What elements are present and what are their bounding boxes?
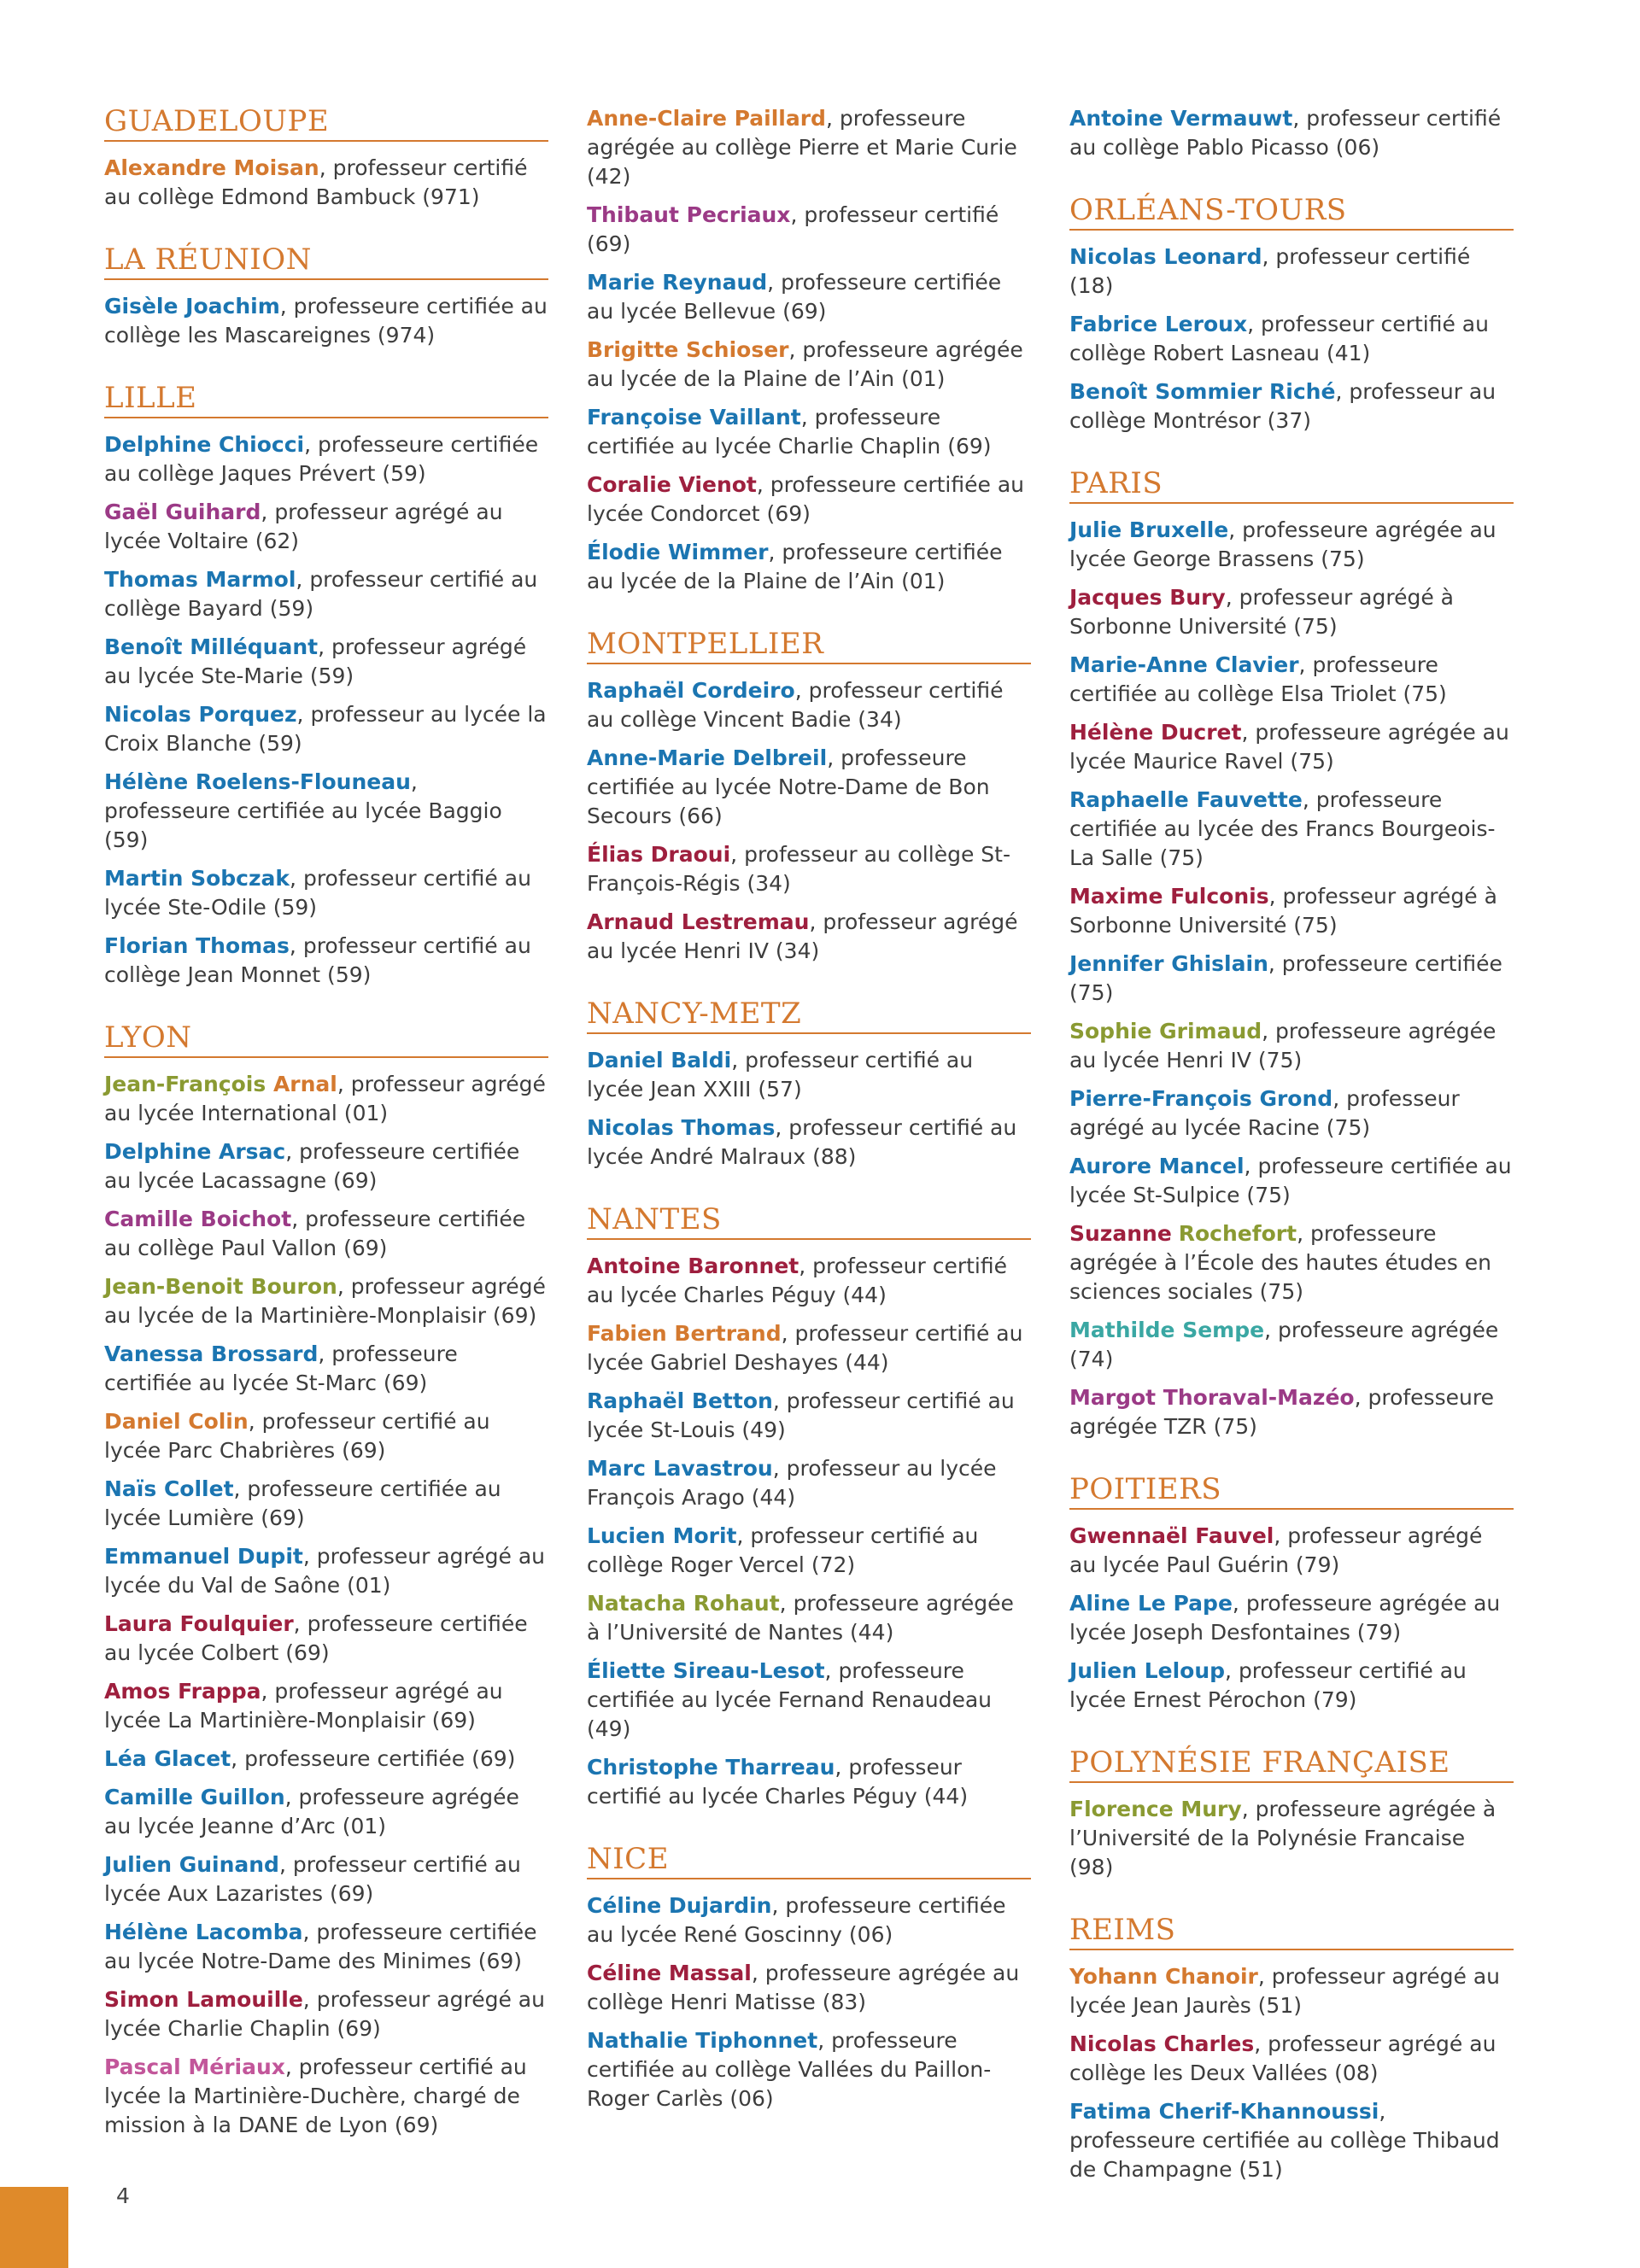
contributor-role: professeur agrégé au lycée Henri IV (34) xyxy=(587,909,1018,963)
region-section xyxy=(104,1020,548,2140)
contributor-entry: Simon Lamouille, professeur agrégé au lycée Charlie Chaplin (69) xyxy=(104,1987,545,2041)
contributor-role: professeur au lycée la Croix Blanche (59) xyxy=(104,702,547,756)
contributor-name: Julie Bruxelle xyxy=(1069,517,1229,542)
contributor-name: Léa Glacet xyxy=(104,1746,231,1771)
contributor-role: professeure agrégée au lycée Maurice Ravel (75) xyxy=(1069,720,1509,774)
region-section xyxy=(104,104,548,212)
region-section xyxy=(587,1842,1031,2113)
contributor-role: professeure agrégée à l’École des hautes études en sciences sociales (75) xyxy=(1069,1221,1492,1304)
contributor-name: Natacha Rohaut xyxy=(587,1591,780,1616)
contributor-entry: Thomas Marmol, professeur certifié au collège Bayard (59) xyxy=(104,567,538,621)
contributor-name: Pascal Mériaux xyxy=(104,2055,285,2079)
contributor-role: professeur certifié au collège Vincent Badie (34) xyxy=(587,678,1004,732)
contributor-name: Nicolas Leonard xyxy=(1069,244,1262,269)
contributor-role: professeur certifié au lycée Aux Lazaristes (69) xyxy=(104,1852,521,1906)
contributor-name: Thomas Marmol xyxy=(104,567,296,592)
contributor-role: professeur certifié au collège Edmond Bambuck (971) xyxy=(104,155,528,209)
region-section xyxy=(1069,466,1514,1441)
contributor-entry: Delphine Arsac, professeure certifiée au lycée Lacassagne (69) xyxy=(104,1139,520,1193)
contributor-role: professeure certifiée au lycée Lumière (69) xyxy=(104,1476,501,1530)
contributor-entry: Hélène Ducret, professeure agrégée au lycée Maurice Ravel (75) xyxy=(1069,720,1509,774)
contributor-name: Florian Thomas xyxy=(104,933,290,958)
region-section xyxy=(1069,193,1514,435)
contributor-entry: Raphaelle Fauvette, professeure certifiée au lycée des Francs Bourgeois-La Salle (75) xyxy=(1069,787,1496,870)
region-section xyxy=(1069,1745,1514,1882)
contributor-name: Brigitte Schioser xyxy=(587,337,789,362)
contributor-name: Florence Mury xyxy=(1069,1797,1242,1821)
contributor-role: professeur certifié au lycée la Martinière-Duchère, chargé de mission à la DANE de Lyon (69) xyxy=(104,2055,527,2137)
contributor-role: professeure agrégée TZR (75) xyxy=(1069,1385,1494,1439)
contributor-name: Raphaelle Fauvette xyxy=(1069,787,1303,812)
contributor-entry: Éliette Sireau-Lesot, professeure certifiée au lycée Fernand Renaudeau (49) xyxy=(587,1658,993,1741)
contributor-entry: Céline Massal, professeure agrégée au collège Henri Matisse (83) xyxy=(587,1961,1020,2014)
contributor-entry: Benoît Sommier Riché, professeur au collège Montrésor (37) xyxy=(1069,379,1496,433)
contributor-name: Daniel Baldi xyxy=(587,1048,732,1073)
contributor-role: professeur agrégé au lycée Paul Guérin (79) xyxy=(1069,1523,1483,1577)
region-section xyxy=(587,1202,1031,1811)
contributor-entry: Antoine Vermauwt, professeur certifié au collège Pablo Picasso (06) xyxy=(1069,106,1502,160)
contributor-name: Jean-François xyxy=(104,1072,273,1096)
contributor-name: Marie-Anne Clavier xyxy=(1069,652,1299,677)
contributor-role: professeure certifiée au lycée Condorcet (69) xyxy=(587,472,1024,526)
contributor-name: Daniel Colin xyxy=(104,1409,249,1434)
contributor-name: Hélène Ducret xyxy=(1069,720,1242,745)
contributor-role: professeur certifié au lycée Jean XXIII (57) xyxy=(587,1048,974,1102)
contributor-name: Christophe Tharreau xyxy=(587,1755,835,1780)
contributor-entry: Élias Draoui, professeur au collège St-François-Régis (34) xyxy=(587,842,1010,896)
contributor-name: Delphine Chiocci xyxy=(104,432,305,457)
contributor-entry: Maxime Fulconis, professeur agrégé à Sorbonne Université (75) xyxy=(1069,884,1497,938)
contributor-entry: Nicolas Leonard, professeur certifié (18) xyxy=(1069,244,1471,298)
region-title: NANTES xyxy=(587,1202,1031,1240)
contributor-name: Anne-Marie Delbreil xyxy=(587,745,828,770)
contributor-role: professeur certifié (18) xyxy=(1069,244,1471,298)
contributor-role: professeur agrégé au lycée La Martinière-Monplaisir (69) xyxy=(104,1679,503,1733)
contributor-entry: Nicolas Charles, professeur agrégé au collège les Deux Vallées (08) xyxy=(1069,2031,1496,2085)
contributor-role: professeur certifié au lycée Charles Péguy (44) xyxy=(587,1254,1007,1307)
contributor-role: professeure certifiée au lycée Baggio (59) xyxy=(104,798,502,852)
contributor-entry: Pascal Mériaux, professeur certifié au lycée la Martinière-Duchère, chargé de mission à la DANE de Lyon (69) xyxy=(104,2055,527,2137)
contributor-entry: Julien Guinand, professeur certifié au lycée Aux Lazaristes (69) xyxy=(104,1852,521,1906)
contributor-role: professeur certifié au collège Jean Monnet (59) xyxy=(104,933,531,987)
contributor-entry: Jean-Benoit Bouron, professeur agrégé au lycée de la Martinière-Monplaisir (69) xyxy=(104,1274,546,1328)
contributor-name: Camille Boichot xyxy=(104,1207,292,1231)
region-section xyxy=(104,243,548,350)
contributor-role: professeure agrégée à l’Université de Nantes (44) xyxy=(587,1591,1014,1645)
contributor-name: Pierre-François Grond xyxy=(1069,1086,1333,1111)
contributor-role: professeur agrégé au lycée de la Martinière-Monplaisir (69) xyxy=(104,1274,546,1328)
contributor-role: professeur certifié (69) xyxy=(587,202,999,256)
region-title: GUADELOUPE xyxy=(104,104,548,142)
contributor-role: professeure certifiée au lycée St-Marc (69) xyxy=(104,1342,458,1395)
contributor-role: professeure certifiée (69) xyxy=(244,1746,516,1771)
page-number: 4 xyxy=(116,2183,130,2208)
contributor-entry: Delphine Chiocci, professeure certifiée au collège Jaques Prévert (59) xyxy=(104,432,539,486)
contributor-name: Aline Le Pape xyxy=(1069,1591,1233,1616)
contributor-role: professeure certifiée au lycée des Francs Bourgeois-La Salle (75) xyxy=(1069,787,1496,870)
contributor-entry: Daniel Baldi, professeur certifié au lycée Jean XXIII (57) xyxy=(587,1048,974,1102)
contributor-name-part: Rochefort xyxy=(1178,1221,1297,1246)
contributor-name: Julien Leloup xyxy=(1069,1658,1226,1683)
contributor-entry: Marie Reynaud, professeure certifiée au lycée Bellevue (69) xyxy=(587,270,1002,324)
contributor-name: Jacques Bury xyxy=(1069,585,1226,610)
region-title: LYON xyxy=(104,1020,548,1058)
contributor-entry: Céline Dujardin, professeure certifiée au lycée René Goscinny (06) xyxy=(587,1893,1006,1947)
contributor-name: Nicolas Porquez xyxy=(104,702,297,727)
contributor-name: Hélène Roelens-Flouneau xyxy=(104,769,411,794)
contributor-role: professeure agrégée à l’Université de la Polynésie Francaise (98) xyxy=(1069,1797,1496,1879)
region-title: POLYNÉSIE FRANÇAISE xyxy=(1069,1745,1514,1783)
contributor-entry: Marc Lavastrou, professeur au lycée François Arago (44) xyxy=(587,1456,997,1510)
contributor-entry: Arnaud Lestremau, professeur agrégé au lycée Henri IV (34) xyxy=(587,909,1018,963)
contributor-entry: Nicolas Porquez, professeur au lycée la Croix Blanche (59) xyxy=(104,702,547,756)
region-title: LILLE xyxy=(104,381,548,418)
contributor-name: Gwennaël Fauvel xyxy=(1069,1523,1274,1548)
contributor-entry: Brigitte Schioser, professeure agrégée au lycée de la Plaine de l’Ain (01) xyxy=(587,337,1023,391)
contributor-role: professeur certifié au lycée Parc Chabrières (69) xyxy=(104,1409,490,1463)
contributor-name: Gisèle Joachim xyxy=(104,294,280,319)
contributor-entry: Jean-François Arnal, professeur agrégé au lycée International (01) xyxy=(104,1072,546,1125)
contributor-name: Lucien Morit xyxy=(587,1523,737,1548)
contributor-name: Marc Lavastrou xyxy=(587,1456,773,1481)
contributor-name: Élias Draoui xyxy=(587,842,731,867)
contributor-name: Françoise Vaillant xyxy=(587,405,801,430)
contributor-entry: Raphaël Betton, professeur certifié au lycée St-Louis (49) xyxy=(587,1388,1015,1442)
contributor-name: Emmanuel Dupit xyxy=(104,1544,303,1569)
contributor-role: professeure certifiée au collège Paul Vallon (69) xyxy=(104,1207,526,1260)
contributor-name: Antoine Vermauwt xyxy=(1069,106,1293,131)
contributor-entry: Florian Thomas, professeur certifié au collège Jean Monnet (59) xyxy=(104,933,531,987)
contributor-role: professeure agrégée au lycée Henri IV (75) xyxy=(1069,1019,1496,1073)
contributor-entry: Gaël Guihard, professeur agrégé au lycée Voltaire (62) xyxy=(104,500,503,553)
contributor-name: Vanessa Brossard xyxy=(104,1342,319,1366)
contributor-name: Benoît Milléquant xyxy=(104,634,319,659)
contributor-role: professeur au lycée François Arago (44) xyxy=(587,1456,997,1510)
contributor-role: professeur certifié au collège Bayard (59) xyxy=(104,567,538,621)
contributor-entry: Hélène Lacomba, professeure certifiée au lycée Notre-Dame des Minimes (69) xyxy=(104,1920,537,1973)
region-title: PARIS xyxy=(1069,466,1514,504)
region-title: NANCY-METZ xyxy=(587,997,1031,1034)
contributor-name: Julien Guinand xyxy=(104,1852,279,1877)
contributor-role: professeure agrégée au lycée Jeanne d’Arc (01) xyxy=(104,1785,519,1838)
contributor-role: professeur agrégé à Sorbonne Université (75) xyxy=(1069,884,1497,938)
contributor-entry: Julien Leloup, professeur certifié au lycée Ernest Pérochon (79) xyxy=(1069,1658,1467,1712)
contributor-role: professeure agrégée au lycée George Brassens (75) xyxy=(1069,517,1496,571)
contributor-name: Éliette Sireau-Lesot xyxy=(587,1658,825,1683)
contributor-role: professeure certifiée au collège Jaques Prévert (59) xyxy=(104,432,539,486)
contributor-entry: Anne-Marie Delbreil, professeure certifiée au lycée Notre-Dame de Bon Secours (66) xyxy=(587,745,990,828)
contributor-name: Martin Sobczak xyxy=(104,866,290,891)
region-section xyxy=(587,627,1031,966)
contributor-entry: Camille Boichot, professeure certifiée au collège Paul Vallon (69) xyxy=(104,1207,526,1260)
contributor-name: Mathilde Sempe xyxy=(1069,1318,1265,1342)
contributor-entry: Gisèle Joachim, professeure certifiée au collège les Mascareignes (974) xyxy=(104,294,548,348)
contributor-role: professeur certifié au lycée St-Louis (49) xyxy=(587,1388,1015,1442)
contributor-entry: Sophie Grimaud, professeure agrégée au lycée Henri IV (75) xyxy=(1069,1019,1496,1073)
region-title: POITIERS xyxy=(1069,1472,1514,1510)
contributor-entry: Fabien Bertrand, professeur certifié au lycée Gabriel Deshayes (44) xyxy=(587,1321,1023,1375)
region-section xyxy=(1069,104,1514,162)
contributor-role: professeur agrégé au collège les Deux Vallées (08) xyxy=(1069,2031,1496,2085)
contributor-role: professeur agrégé au lycée Voltaire (62) xyxy=(104,500,503,553)
contributor-name: Hélène Lacomba xyxy=(104,1920,303,1944)
contributor-role: professeure agrégée au collège Henri Matisse (83) xyxy=(587,1961,1020,2014)
contributor-role: professeur agrégé au lycée Ste-Marie (59) xyxy=(104,634,527,688)
contributor-entry: Christophe Tharreau, professeur certifié au lycée Charles Péguy (44) xyxy=(587,1755,969,1809)
contributor-name: Suzanne xyxy=(1069,1221,1172,1246)
contributor-entry: Laura Foulquier, professeure certifiée au lycée Colbert (69) xyxy=(104,1611,528,1665)
contributor-entry: Thibaut Pecriaux, professeur certifié (69) xyxy=(587,202,999,256)
contributor-role: professeur agrégé au lycée International (01) xyxy=(104,1072,546,1125)
contributor-entry: Jacques Bury, professeur agrégé à Sorbonne Université (75) xyxy=(1069,585,1455,639)
contributor-role: professeur certifié au lycée Gabriel Deshayes (44) xyxy=(587,1321,1023,1375)
contributor-entry: Marie-Anne Clavier, professeure certifiée au collège Elsa Triolet (75) xyxy=(1069,652,1447,706)
contributor-entry: Gwennaël Fauvel, professeur agrégé au lycée Paul Guérin (79) xyxy=(1069,1523,1483,1577)
contributor-name: Céline Massal xyxy=(587,1961,752,1985)
contributor-entry: Aline Le Pape, professeure agrégée au lycée Joseph Desfontaines (79) xyxy=(1069,1591,1501,1645)
contributor-role: professeure certifiée au lycée Lacassagne (69) xyxy=(104,1139,520,1193)
contributor-role: professeure certifiée au lycée René Goscinny (06) xyxy=(587,1893,1006,1947)
contributor-name: Benoît Sommier Riché xyxy=(1069,379,1336,404)
region-section xyxy=(587,997,1031,1172)
contributor-entry: Benoît Milléquant, professeur agrégé au lycée Ste-Marie (59) xyxy=(104,634,527,688)
column-3 xyxy=(1069,104,1514,2215)
contributor-name: Raphaël Cordeiro xyxy=(587,678,795,703)
contributor-name: Raphaël Betton xyxy=(587,1388,773,1413)
contributor-name: Élodie Wimmer xyxy=(587,540,769,564)
contributor-role: professeure certifiée au lycée Notre-Dame de Bon Secours (66) xyxy=(587,745,990,828)
contributor-entry: Suzanne Rochefort, professeure agrégée à l’École des hautes études en sciences sociales (75) xyxy=(1069,1221,1492,1304)
contributor-name: Maxime Fulconis xyxy=(1069,884,1269,909)
contributor-role: professeure agrégée au collège Pierre et Marie Curie (42) xyxy=(587,106,1017,189)
contributor-role: professeure certifiée au lycée Notre-Dame des Minimes (69) xyxy=(104,1920,537,1973)
contributor-entry: Alexandre Moisan, professeur certifié au collège Edmond Bambuck (971) xyxy=(104,155,528,209)
column-1 xyxy=(104,104,548,2171)
region-section xyxy=(1069,1472,1514,1715)
contributor-role: professeure agrégée au lycée Joseph Desfontaines (79) xyxy=(1069,1591,1501,1645)
contributor-name: Aurore Mancel xyxy=(1069,1154,1245,1178)
contributor-role: professeur au collège St-François-Régis (34) xyxy=(587,842,1010,896)
region-section xyxy=(104,381,548,990)
contributor-entry: Emmanuel Dupit, professeur agrégé au lycée du Val de Saône (01) xyxy=(104,1544,545,1598)
contributor-role: professeure certifiée au collège Vallées du Paillon-Roger Carlès (06) xyxy=(587,2028,992,2111)
contributor-name: Jean-Benoit Bouron xyxy=(104,1274,337,1299)
contributor-entry: Vanessa Brossard, professeure certifiée au lycée St-Marc (69) xyxy=(104,1342,458,1395)
contributor-entry: Hélène Roelens-Flouneau, professeure certifiée au lycée Baggio (59) xyxy=(104,769,502,852)
contributor-name: Alexandre Moisan xyxy=(104,155,319,180)
contributor-role: professeur certifié au collège Robert Lasneau (41) xyxy=(1069,312,1489,365)
region-section xyxy=(1069,1913,1514,2184)
contributor-entry: Naïs Collet, professeure certifiée au lycée Lumière (69) xyxy=(104,1476,501,1530)
contributor-role: professeure certifiée au lycée Colbert (69) xyxy=(104,1611,528,1665)
contributor-role: professeur certifié au collège Roger Vercel (72) xyxy=(587,1523,979,1577)
region-section xyxy=(587,104,1031,596)
contributor-entry: Léa Glacet, professeure certifiée (69) xyxy=(104,1746,516,1771)
contributor-role: professeur agrégé à Sorbonne Université (75) xyxy=(1069,585,1455,639)
contributor-name: Céline Dujardin xyxy=(587,1893,772,1918)
contributor-entry: Daniel Colin, professeur certifié au lycée Parc Chabrières (69) xyxy=(104,1409,490,1463)
contributor-role: professeur agrégé au lycée Jean Jaurès (51) xyxy=(1069,1964,1500,2018)
contributor-role: professeure agrégée (74) xyxy=(1069,1318,1499,1371)
contributor-entry: Yohann Chanoir, professeur agrégé au lycée Jean Jaurès (51) xyxy=(1069,1964,1500,2018)
contributor-role: professeur certifié au lycée Ernest Pérochon (79) xyxy=(1069,1658,1467,1712)
contributor-role: professeur certifié au lycée André Malraux (88) xyxy=(587,1115,1017,1169)
contributor-entry: Nicolas Thomas, professeur certifié au lycée André Malraux (88) xyxy=(587,1115,1017,1169)
contributor-name: Arnaud Lestremau xyxy=(587,909,810,934)
contributor-entry: Florence Mury, professeure agrégée à l’Université de la Polynésie Francaise (98) xyxy=(1069,1797,1496,1879)
contributor-role: professeure certifiée au lycée Charlie Chaplin (69) xyxy=(587,405,992,459)
contributor-name: Gaël Guihard xyxy=(104,500,261,524)
contributor-name: Sophie Grimaud xyxy=(1069,1019,1262,1043)
contributor-role: professeure certifiée (75) xyxy=(1069,951,1502,1005)
contributor-name: Nathalie Tiphonnet xyxy=(587,2028,818,2053)
region-title: LA RÉUNION xyxy=(104,243,548,280)
contributor-entry: Fatima Cherif-Khannoussi, professeure certifiée au collège Thibaud de Champagne (51) xyxy=(1069,2099,1500,2182)
contributor-role: professeur agrégé au lycée Charlie Chaplin (69) xyxy=(104,1987,545,2041)
contributor-role: professeure certifiée au lycée Bellevue (69) xyxy=(587,270,1002,324)
contributor-entry: Camille Guillon, professeure agrégée au lycée Jeanne d’Arc (01) xyxy=(104,1785,519,1838)
region-title: ORLÉANS-TOURS xyxy=(1069,193,1514,231)
region-title: REIMS xyxy=(1069,1913,1514,1950)
contributor-role: professeur agrégé au lycée du Val de Saône (01) xyxy=(104,1544,545,1598)
contributor-role: professeur au collège Montrésor (37) xyxy=(1069,379,1496,433)
contributor-role: professeure certifiée au lycée de la Plaine de l’Ain (01) xyxy=(587,540,1003,593)
contributor-entry: Amos Frappa, professeur agrégé au lycée La Martinière-Monplaisir (69) xyxy=(104,1679,503,1733)
contributor-entry: Françoise Vaillant, professeure certifiée au lycée Charlie Chaplin (69) xyxy=(587,405,992,459)
contributor-role: professeure certifiée au collège Elsa Triolet (75) xyxy=(1069,652,1447,706)
contributor-name: Fabien Bertrand xyxy=(587,1321,782,1346)
contributor-role: professeure certifiée au collège les Mascareignes (974) xyxy=(104,294,548,348)
contributor-name: Thibaut Pecriaux xyxy=(587,202,791,227)
contributor-entry: Élodie Wimmer, professeure certifiée au lycée de la Plaine de l’Ain (01) xyxy=(587,540,1003,593)
contributor-entry: Antoine Baronnet, professeur certifié au lycée Charles Péguy (44) xyxy=(587,1254,1007,1307)
contributor-entry: Margot Thoraval-Mazéo, professeure agrégée TZR (75) xyxy=(1069,1385,1494,1439)
contributor-entry: Natacha Rohaut, professeure agrégée à l’Université de Nantes (44) xyxy=(587,1591,1014,1645)
contributor-name-part: Arnal xyxy=(272,1072,337,1096)
contributor-entry: Anne-Claire Paillard, professeure agrégée au collège Pierre et Marie Curie (42) xyxy=(587,106,1017,189)
contributor-name: Anne-Claire Paillard xyxy=(587,106,826,131)
contributor-role: professeure certifiée au collège Thibaud de Champagne (51) xyxy=(1069,2128,1500,2182)
contributor-entry: Fabrice Leroux, professeur certifié au collège Robert Lasneau (41) xyxy=(1069,312,1489,365)
contributor-entry: Martin Sobczak, professeur certifié au lycée Ste-Odile (59) xyxy=(104,866,531,920)
region-title: NICE xyxy=(587,1842,1031,1879)
contributor-name: Simon Lamouille xyxy=(104,1987,303,2012)
contributor-name: Jennifer Ghislain xyxy=(1069,951,1268,976)
contributor-role: professeure agrégée au lycée de la Plaine de l’Ain (01) xyxy=(587,337,1023,391)
contributor-role: professeur agrégé au lycée Racine (75) xyxy=(1069,1086,1460,1140)
contributor-entry: Aurore Mancel, professeure certifiée au lycée St-Sulpice (75) xyxy=(1069,1154,1512,1207)
contributor-role: professeur certifié au lycée Charles Péguy (44) xyxy=(587,1755,969,1809)
contributor-entry: Julie Bruxelle, professeure agrégée au lycée George Brassens (75) xyxy=(1069,517,1496,571)
contributor-role: professeure certifiée au lycée St-Sulpice (75) xyxy=(1069,1154,1512,1207)
orange-corner-bar xyxy=(0,2187,68,2268)
contributor-name: Fabrice Leroux xyxy=(1069,312,1248,336)
contributor-name: Amos Frappa xyxy=(104,1679,261,1704)
contributor-name: Yohann Chanoir xyxy=(1069,1964,1258,1989)
contributor-name: Marie Reynaud xyxy=(587,270,768,295)
contributor-role: professeur certifié au lycée Ste-Odile (59) xyxy=(104,866,531,920)
contributor-name: Margot Thoraval-Mazéo xyxy=(1069,1385,1355,1410)
contributor-entry: Jennifer Ghislain, professeure certifiée (75) xyxy=(1069,951,1502,1005)
region-title: MONTPELLIER xyxy=(587,627,1031,664)
contributor-name: Nicolas Thomas xyxy=(587,1115,776,1140)
contributor-name: Naïs Collet xyxy=(104,1476,234,1501)
contributor-name: Antoine Baronnet xyxy=(587,1254,800,1278)
contributor-entry: Mathilde Sempe, professeure agrégée (74) xyxy=(1069,1318,1499,1371)
contributor-name: Nicolas Charles xyxy=(1069,2031,1255,2056)
contributor-role: professeur certifié au collège Pablo Picasso (06) xyxy=(1069,106,1502,160)
contributor-name: Laura Foulquier xyxy=(104,1611,294,1636)
contributor-entry: Nathalie Tiphonnet, professeure certifiée au collège Vallées du Paillon-Roger Carlès (06) xyxy=(587,2028,992,2111)
contributor-entry: Pierre-François Grond, professeur agrégé au lycée Racine (75) xyxy=(1069,1086,1460,1140)
contributor-role: professeure certifiée au lycée Fernand Renaudeau (49) xyxy=(587,1658,993,1741)
contributor-name: Fatima Cherif-Khannoussi xyxy=(1069,2099,1379,2124)
contributor-name: Camille Guillon xyxy=(104,1785,285,1809)
contributor-name: Coralie Vienot xyxy=(587,472,757,497)
contributor-entry: Raphaël Cordeiro, professeur certifié au collège Vincent Badie (34) xyxy=(587,678,1004,732)
column-2 xyxy=(587,104,1031,2144)
contributor-name: Delphine Arsac xyxy=(104,1139,286,1164)
contributor-entry: Lucien Morit, professeur certifié au collège Roger Vercel (72) xyxy=(587,1523,979,1577)
contributor-entry: Coralie Vienot, professeure certifiée au lycée Condorcet (69) xyxy=(587,472,1024,526)
